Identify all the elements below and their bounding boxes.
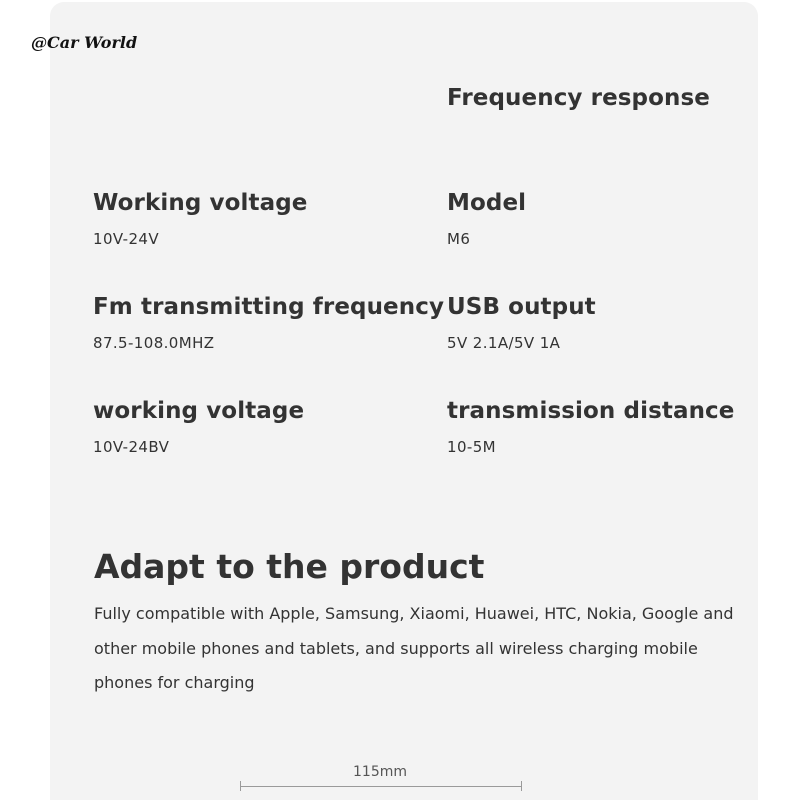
dimension-line xyxy=(240,786,522,787)
dimension-label: 115mm xyxy=(353,764,407,780)
adapt-description-line: other mobile phones and tablets, and supports all wireless charging mobile xyxy=(94,638,698,658)
adapt-heading: Adapt to the product xyxy=(94,547,485,586)
spec-title-fm-frequency: Fm transmitting frequency xyxy=(93,294,445,320)
spec-title-working-voltage: Working voltage xyxy=(93,190,308,216)
spec-title-usb-output: USB output xyxy=(447,294,596,320)
adapt-description-line: phones for charging xyxy=(94,673,255,692)
dimension-tick-right xyxy=(521,781,522,791)
watermark: @Car World xyxy=(31,33,138,52)
adapt-description xyxy=(94,597,754,701)
spec-title-model: Model xyxy=(447,190,527,216)
dimension-tick-left xyxy=(240,781,241,791)
adapt-description-line: Fully compatible with Apple, Samsung, Xiaomi, Huawei, HTC, Nokia, Google and xyxy=(94,604,734,623)
spec-value-usb-output: 5V 2.1A/5V 1A xyxy=(447,334,561,352)
spec-title-working-voltage-2: working voltage xyxy=(93,398,305,424)
spec-value-fm-frequency: 87.5-108.0MHZ xyxy=(93,334,215,352)
spec-value-working-voltage-2: 10V-24BV xyxy=(93,438,170,456)
spec-title-frequency-response: Frequency response xyxy=(447,85,710,111)
spec-value-transmission-distance: 10-5M xyxy=(447,438,496,456)
spec-value-model: M6 xyxy=(447,230,471,248)
spec-value-working-voltage: 10V-24V xyxy=(93,230,160,248)
spec-title-transmission-distance: transmission distance xyxy=(447,398,735,424)
